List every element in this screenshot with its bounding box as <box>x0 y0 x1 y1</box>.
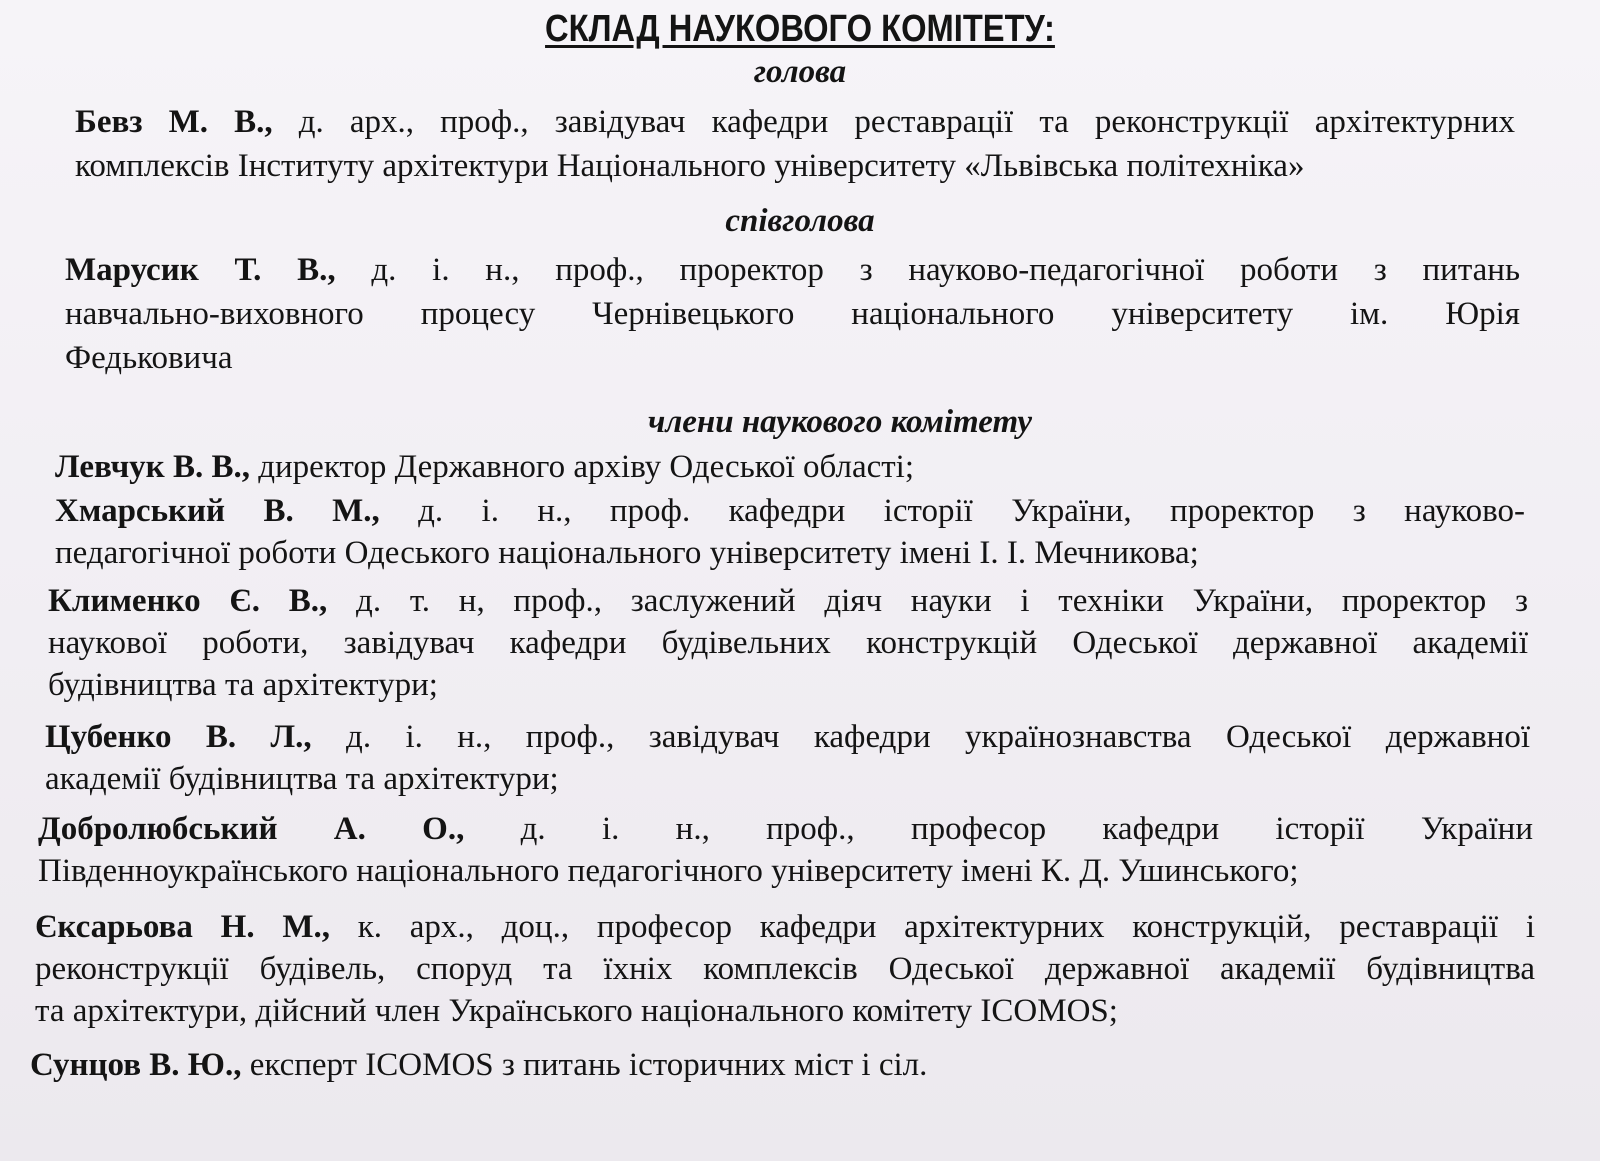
member-text: д. і. н., проф. кафедри історії України, проректор з науково- <box>379 493 1525 529</box>
cochair-line-2: навчально-виховного процесу Чернівецького національного університету ім. Юрія <box>65 296 1520 332</box>
member-text-line: та архітектури, дійсний член Українського національного комітету ICOMOS; <box>35 993 1118 1029</box>
member-name: Добролюбський А. О., <box>38 811 465 847</box>
member-entry <box>48 580 1528 706</box>
members-heading: члени наукового комітету <box>648 404 1032 440</box>
member-text: д. і. н., проф., професор кафедри історії України <box>464 811 1533 847</box>
member-entry <box>30 1044 1530 1086</box>
cochair-name: Марусик Т. В., <box>65 252 336 288</box>
member-name: Клименко Є. В., <box>48 583 328 619</box>
document-title: СКЛАД НАУКОВОГО КОМІТЕТУ: <box>545 8 1055 50</box>
member-entry <box>38 808 1533 892</box>
cochair-heading: співголова <box>725 203 875 239</box>
chair-line-1 <box>75 100 1515 144</box>
member-name: Єксарьова Н. М., <box>35 909 330 945</box>
chair-line-2: комплексів Інституту архітектури Національного університету «Львівська політехніка» <box>75 148 1305 184</box>
chair-name: Бевз М. В., <box>75 104 273 140</box>
member-text: д. т. н, проф., заслужений діяч науки і техніки України, проректор з <box>327 583 1528 619</box>
cochair-line1-text: д. і. н., проф., проректор з науково-педагогічної роботи з питань <box>335 252 1520 288</box>
chair-heading: голова <box>753 54 847 90</box>
chair-entry <box>75 100 1515 188</box>
chair-line1-text: д. арх., проф., завідувач кафедри реставрації та реконструкції архітектурних <box>272 104 1515 140</box>
member-text: директор Державного архіву Одеської області; <box>249 449 915 485</box>
member-text: к. арх., доц., професор кафедри архітектурних конструкцій, реставрації і <box>329 909 1536 945</box>
member-text-line: Південноукраїнського національного педагогічного університету імені К. Д. Ушинського; <box>38 853 1299 889</box>
member-name: Цубенко В. Л., <box>45 719 312 755</box>
member-entry <box>35 906 1535 1032</box>
member-text-line: наукової роботи, завідувач кафедри будівельних конструкцій Одеської державної академії <box>48 625 1528 661</box>
member-text-line: педагогічної роботи Одеського національного університету імені І. І. Мечникова; <box>55 535 1199 571</box>
cochair-line-1 <box>65 248 1520 292</box>
member-entry <box>45 716 1530 800</box>
cochair-entry <box>65 248 1520 380</box>
member-name: Хмарський В. М., <box>55 493 380 529</box>
member-text-line: будівництва та архітектури; <box>48 667 438 703</box>
member-entry <box>55 490 1525 574</box>
member-entry <box>55 446 1525 488</box>
member-text: д. і. н., проф., завідувач кафедри українознавства Одеської державної <box>311 719 1531 755</box>
member-text-line: реконструкції будівель, споруд та їхніх комплексів Одеської державної академії будівництва <box>35 951 1535 987</box>
member-text: експерт ICOMOS з питань історичних міст і сіл. <box>241 1047 928 1083</box>
member-name: Сунцов В. Ю., <box>30 1047 242 1083</box>
cochair-line-3: Федьковича <box>65 340 233 376</box>
member-name: Левчук В. В., <box>55 449 250 485</box>
member-text-line: академії будівництва та архітектури; <box>45 761 559 797</box>
